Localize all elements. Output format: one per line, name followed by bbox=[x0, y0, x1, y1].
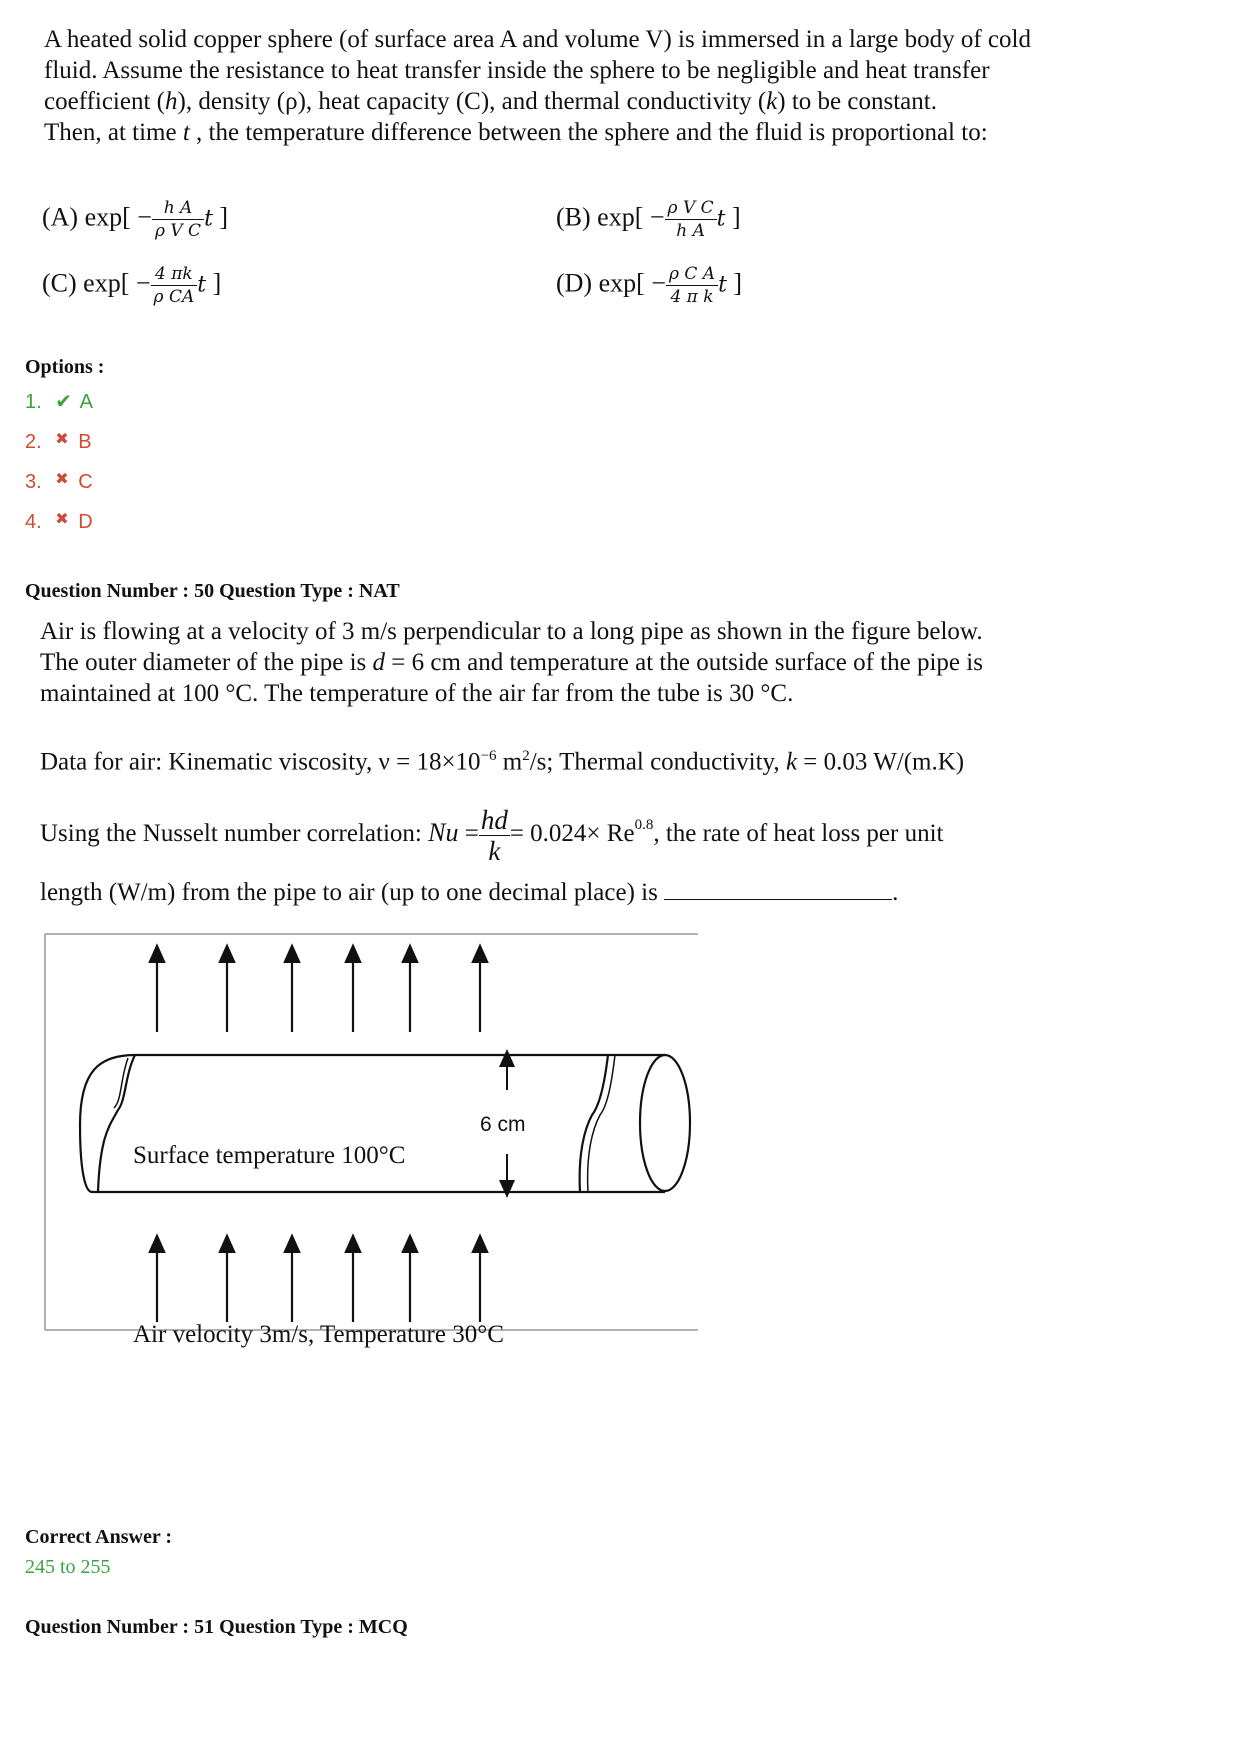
option-number: 3. bbox=[25, 471, 42, 493]
option-value: C bbox=[78, 471, 93, 493]
diameter-label: 6 cm bbox=[480, 1113, 526, 1136]
q50-line-2: The outer diameter of the pipe is d = 6 cm and temperature at the outside surface of the pipe is bbox=[40, 649, 983, 676]
cross-icon: ✖ bbox=[55, 431, 69, 448]
option-2 bbox=[25, 429, 92, 454]
answer-blank bbox=[664, 875, 892, 900]
q51-header: Question Number : 51 Question Type : MCQ bbox=[25, 1616, 408, 1638]
option-1 bbox=[25, 389, 93, 414]
option-4 bbox=[25, 509, 93, 534]
q50-line-3: maintained at 100 °C. The temperature of the air far from the tube is 30 °C. bbox=[40, 680, 794, 707]
option-number: 2. bbox=[25, 431, 42, 453]
q49-choice-d: (D) exp[ − $\frac{\text{ρ C A}}{\text{4 π k}}$ t ] bbox=[556, 264, 743, 307]
pipe-shape bbox=[80, 1055, 690, 1192]
surface-temperature-label: Surface temperature 100°C bbox=[133, 1142, 406, 1169]
q50-line-1: Air is flowing at a velocity of 3 m/s perpendicular to a long pipe as shown in the figure below. bbox=[40, 618, 983, 645]
airflow-arrows-top bbox=[157, 952, 480, 1032]
check-icon: ✔ bbox=[55, 391, 73, 413]
q49-statement bbox=[44, 24, 1194, 148]
option-number: 1. bbox=[25, 391, 42, 413]
q50-air-data: Data for air: Kinematic viscosity, $\nu = 18\times 10^{-6}$ $m^2/s$; Thermal conductivity, k = 0.03 W/(m.K) bbox=[40, 748, 965, 776]
q49-line-3: coefficient (h), density (ρ), heat capacity (C), and thermal conductivity (k) to be constant. bbox=[44, 88, 937, 115]
airflow-arrows-bottom bbox=[157, 1242, 480, 1322]
q49-choice-a: (A) exp[ − $\frac{\text{h A}}{\text{ρ V C}}$ t ] bbox=[42, 198, 229, 241]
q49-line-1: A heated solid copper sphere (of surface area A and volume V) is immersed in a large body of cold bbox=[44, 26, 1031, 53]
q49-line-4: Then, at time t , the temperature difference between the sphere and the fluid is proportional to: bbox=[44, 119, 988, 146]
option-value: D bbox=[78, 511, 93, 533]
q49-line-2: fluid. Assume the resistance to heat transfer inside the sphere to be negligible and heat transfer bbox=[44, 57, 990, 84]
q50-nusselt-line: Using the Nusselt number correlation: Nu = $\frac{hd}{k}$ = $0.024\times Re^{0.8}$, the rate of heat loss per unit bbox=[40, 805, 944, 866]
q49-choice-b: (B) exp[ − $\frac{\text{ρ V C}}{\text{h A}}$ t ] bbox=[556, 198, 741, 241]
option-value: B bbox=[78, 431, 92, 453]
option-3 bbox=[25, 469, 93, 494]
q50-header: Question Number : 50 Question Type : NAT bbox=[25, 580, 400, 602]
air-velocity-label: Air velocity 3m/s, Temperature 30°C bbox=[133, 1321, 504, 1348]
correct-answer-heading: Correct Answer : bbox=[25, 1526, 172, 1548]
cross-icon: ✖ bbox=[55, 471, 69, 488]
q50-statement bbox=[40, 616, 1190, 709]
q49-choice-c: (C) exp[ − $\frac{4 \pi k}{\text{ρ CA}}$ t ] bbox=[42, 264, 222, 307]
q50-last-line: length (W/m) from the pipe to air (up to one decimal place) is . bbox=[40, 875, 898, 908]
option-number: 4. bbox=[25, 511, 42, 533]
option-value: A bbox=[79, 391, 93, 413]
pipe-figure bbox=[40, 930, 700, 1350]
cross-icon: ✖ bbox=[55, 511, 69, 528]
options-heading: Options : bbox=[25, 356, 105, 378]
correct-answer-value: 245 to 255 bbox=[25, 1556, 111, 1578]
